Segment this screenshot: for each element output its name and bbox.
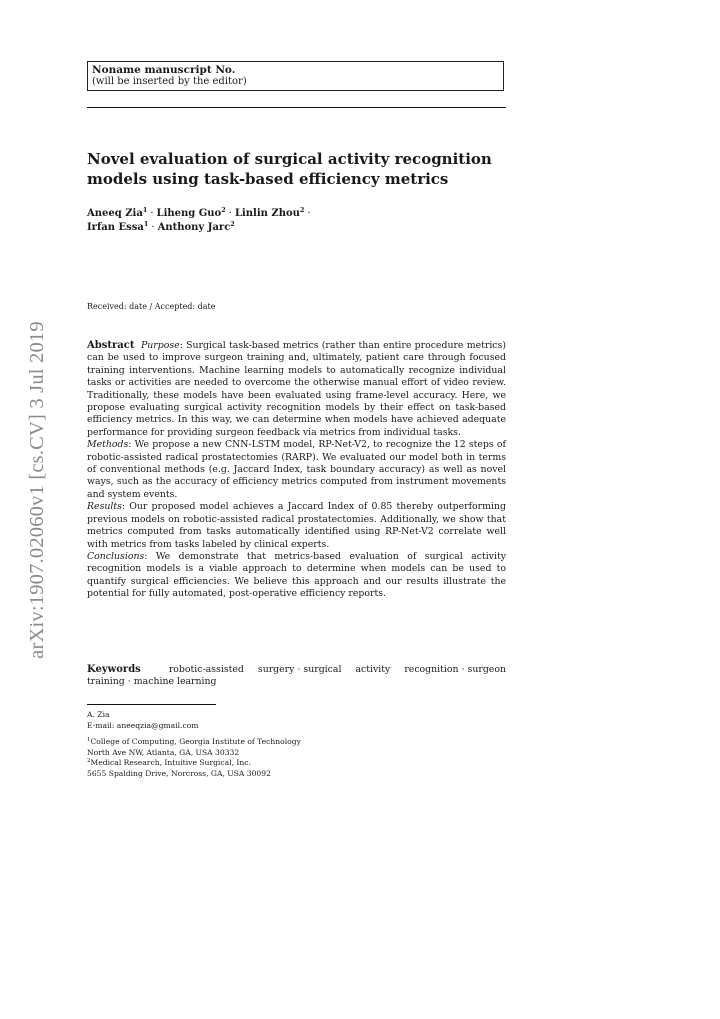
author-separator: ·: [150, 208, 154, 219]
received-date: Received: date / Accepted: date: [87, 302, 216, 311]
author-separator: ·: [307, 208, 311, 219]
affiliation-1-mark: 1: [87, 737, 91, 743]
author-name: Aneeq Zia: [87, 208, 143, 219]
abstract-purpose: [87, 340, 506, 439]
paper-title-line1: Novel evaluation of surgical activity recognition: [87, 150, 492, 168]
results-text: : Our proposed model achieves a Jaccard Index of 0.85 thereby outperforming previous models on robotic-assisted radical prostatectomies. Additionally, we show that metrics computed from tasks automatically identified using RP-Net-V2 correlate well with metrics from tasks labeled by clinical experts.: [87, 501, 506, 550]
affiliation-2-mark: 2: [87, 758, 91, 764]
corresponding-author: A. Zia: [87, 710, 110, 719]
author-name: Liheng Guo: [156, 208, 222, 219]
keyword-separator: ·: [461, 664, 465, 675]
header-rule: [87, 107, 506, 108]
conclusions-label: Conclusions: [87, 550, 145, 562]
purpose-text: : Surgical task-based metrics (rather than entire procedure metrics) can be used to improve surgeon training and, ultimately, patient care through focused training interventions. Machine learning models to automatically recognize individual tasks or activities are needed to overcome the otherwise manual effort of video review. Traditionally, these models have been evaluated using frame-level accuracy. Here, we propose evaluating surgical activity recognition models by their effect on task-based efficiency metrics. In this way, we can determine when models have achieved adequate performance for providing surgeon feedback via metrics from individual tasks.: [87, 340, 506, 438]
keywords-heading: Keywords: [87, 664, 141, 675]
author-affiliation-mark: 2: [299, 206, 305, 214]
author-separator: ·: [151, 222, 155, 233]
abstract-results: [87, 501, 506, 551]
manuscript-box: [87, 61, 504, 91]
affiliation-2-line2: 5655 Spalding Drive, Norcross, GA, USA 30092: [87, 768, 271, 778]
keyword-separator: ·: [297, 664, 301, 675]
keyword-item: surgeon training: [87, 664, 506, 688]
methods-text: : We propose a new CNN-LSTM model, RP-Net-V2, to recognize the 12 steps of robotic-assisted radical prostatectomies (RARP). We evaluated our model both in terms of conventional methods (e.g. Jaccard Index, task boundary accuracy) as well as novel ways, such as the accuracy of efficiency metrics computed from instrument movements and system events.: [87, 439, 506, 500]
author-line-2: [87, 221, 507, 235]
author-affiliation-mark: 2: [221, 206, 226, 214]
author-affiliation-mark: 1: [142, 206, 148, 214]
arxiv-stamp: arXiv:1907.02060v1 [cs.CV] 3 Jul 2019: [26, 321, 48, 659]
keyword-separator: ·: [127, 676, 131, 688]
keyword-item: robotic-assisted surgery: [168, 664, 295, 675]
affiliation-1-line1: [87, 737, 506, 748]
manuscript-box-subtitle: (will be inserted by the editor): [92, 76, 247, 87]
author-affiliation-mark: 1: [143, 220, 149, 228]
author-separator: ·: [228, 208, 232, 219]
abstract: [87, 340, 506, 601]
purpose-label: Purpose: [140, 340, 180, 351]
manuscript-box-title: Noname manuscript No.: [92, 64, 236, 76]
corresponding-email: E-mail: aneeqzia@gmail.com: [87, 720, 199, 730]
author-line-1: [87, 207, 507, 221]
paper-title-line2: models using task-based efficiency metrics: [87, 170, 449, 188]
footnotes: [87, 710, 506, 779]
affiliation-2-name: Medical Research, Intuitive Surgical, Inc.: [90, 758, 251, 767]
affiliation-1-line2: North Ave NW, Atlanta, GA, USA 30332: [87, 747, 240, 757]
author-name: Irfan Essa: [87, 222, 144, 233]
keywords: [87, 664, 506, 689]
footnote-rule: [87, 704, 216, 705]
conclusions-text: : We demonstrate that metrics-based evaluation of surgical activity recognition models is a viable approach to determine when models can be used to quantify surgical efficiencies. We believe this approach and our results illustrate the potential for fully automated, post-operative efficiency reports.: [87, 550, 506, 600]
affiliation-2-line1: [87, 758, 506, 769]
paper-title: [87, 149, 507, 189]
keyword-item: surgical activity recognition: [303, 664, 459, 675]
abstract-methods: [87, 439, 506, 501]
keyword-item: machine learning: [133, 676, 217, 688]
results-label: Results: [87, 501, 122, 513]
author-name: Linlin Zhou: [234, 208, 300, 219]
author-affiliation-mark: 2: [230, 220, 235, 228]
author-name: Anthony Jarc: [157, 222, 231, 233]
author-list: [87, 207, 507, 235]
abstract-conclusions: [87, 551, 506, 601]
methods-label: Methods: [87, 439, 129, 451]
affiliation-1-name: College of Computing, Georgia Institute of Technology: [90, 737, 301, 746]
abstract-heading: Abstract: [87, 340, 135, 351]
